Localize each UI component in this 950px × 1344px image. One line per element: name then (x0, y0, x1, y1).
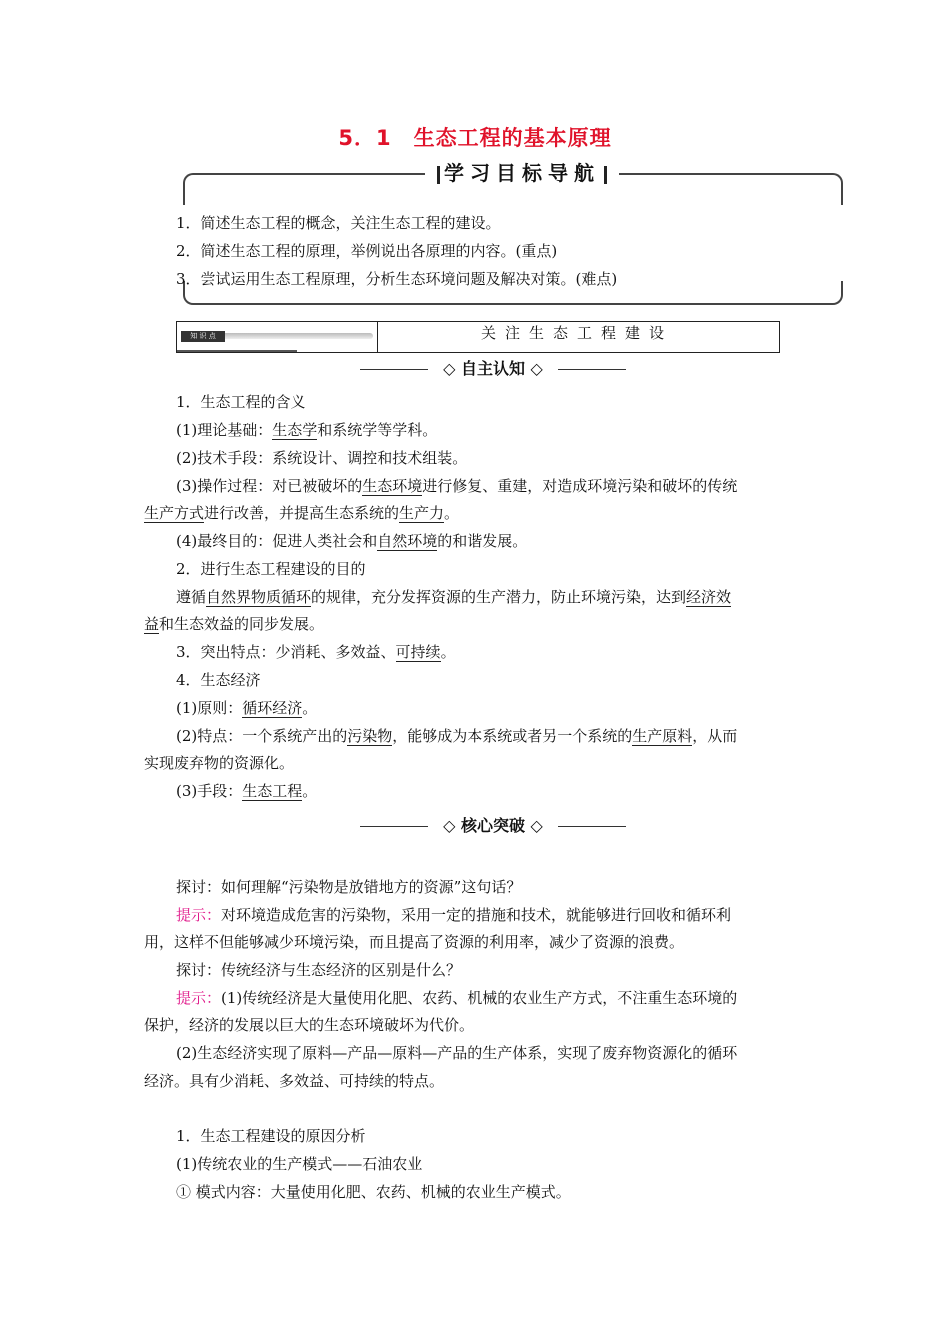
hint-paragraph: 经济。具有少消耗、多效益、可持续的特点。 (144, 1072, 445, 1090)
paragraph: 生产方式进行改善，并提高生态系统的生产力。 (144, 504, 460, 522)
paragraph: (1)传统农业的生产模式——石油农业 (176, 1155, 423, 1173)
paragraph: (1)理论基础：生态学和系统学等学科。 (176, 421, 438, 439)
hint-label: 提示： (176, 989, 222, 1007)
paragraph: (2)特点：一个系统产出的污染物，能够成为本系统或者另一个系统的生产原料，从而 (176, 727, 738, 745)
decorative-strip (225, 333, 373, 339)
divider (360, 826, 428, 827)
discussion-question: 探讨：如何理解“污染物是放错地方的资源”这句话？ (176, 878, 522, 896)
paragraph: 3．突出特点：少消耗、多效益、可持续。 (176, 643, 456, 661)
hint-label: 提示： (176, 906, 222, 924)
goals-label: 学习目标导航 (425, 157, 619, 186)
paragraph: 1．生态工程的含义 (176, 393, 306, 411)
goal-item: 1．简述生态工程的概念，关注生态工程的建设。 (176, 214, 501, 232)
knowledge-point-title: 关注生态工程建设 (480, 324, 673, 342)
page-title: 5．1 生态工程的基本原理 (338, 126, 612, 150)
hint-paragraph: 提示：(1)传统经济是大量使用化肥、农药、机械的农业生产方式，不注重生态环境的 (176, 989, 738, 1007)
knowledge-point-badge (177, 322, 378, 352)
discussion-question: 探讨：传统经济与生态经济的区别是什么？ (176, 961, 462, 979)
hint-paragraph: 用，这样不但能够减少环境污染，而且提高了资源的利用率，减少了资源的浪费。 (144, 933, 685, 951)
paragraph: 4．生态经济 (176, 671, 261, 689)
divider (177, 350, 297, 352)
section-header-core-breakthrough (360, 815, 626, 837)
paragraph: 遵循自然界物质循环的规律，充分发挥资源的生产潜力，防止环境污染，达到经济效 (176, 588, 732, 606)
divider (558, 369, 626, 370)
goal-item: 2．简述生态工程的原理，举例说出各原理的内容。(重点) (176, 242, 558, 260)
divider (558, 826, 626, 827)
section-title: ◇ 核心突破 ◇ (443, 816, 543, 835)
paragraph: (3)手段：生态工程。 (176, 782, 318, 800)
section-header-self-study (360, 358, 626, 380)
hint-paragraph: 提示：对环境造成危害的污染物，采用一定的措施和技术，就能够进行回收和循环利 (176, 906, 732, 924)
paragraph: 1．生态工程建设的原因分析 (176, 1127, 366, 1145)
paragraph: (2)技术手段：系统设计、调控和技术组装。 (176, 449, 468, 467)
paragraph: (4)最终目的：促进人类社会和自然环境的和谐发展。 (176, 532, 528, 550)
paragraph: (1)原则：循环经济。 (176, 699, 318, 717)
paragraph: (3)操作过程：对已被破坏的生态环境进行修复、重建，对造成环境污染和破坏的传统 (176, 477, 738, 495)
section-title: ◇ 自主认知 ◇ (443, 359, 543, 378)
paragraph: 2．进行生态工程建设的目的 (176, 560, 366, 578)
divider (360, 369, 428, 370)
paragraph: 实现废弃物的资源化。 (144, 754, 295, 772)
paragraph: ① 模式内容：大量使用化肥、农药、机械的农业生产模式。 (176, 1183, 571, 1201)
knowledge-point-tag: 知 识 点 (181, 331, 225, 342)
knowledge-point-bar (176, 321, 780, 353)
goal-item: 3．尝试运用生态工程原理，分析生态环境问题及解决对策。(难点) (176, 270, 618, 288)
hint-paragraph: (2)生态经济实现了原料—产品—原料—产品的生产体系，实现了废弃物资源化的循环 (176, 1044, 738, 1062)
paragraph: 益和生态效益的同步发展。 (144, 615, 325, 633)
hint-paragraph: 保护，经济的发展以巨大的生态环境破坏为代价。 (144, 1016, 475, 1034)
